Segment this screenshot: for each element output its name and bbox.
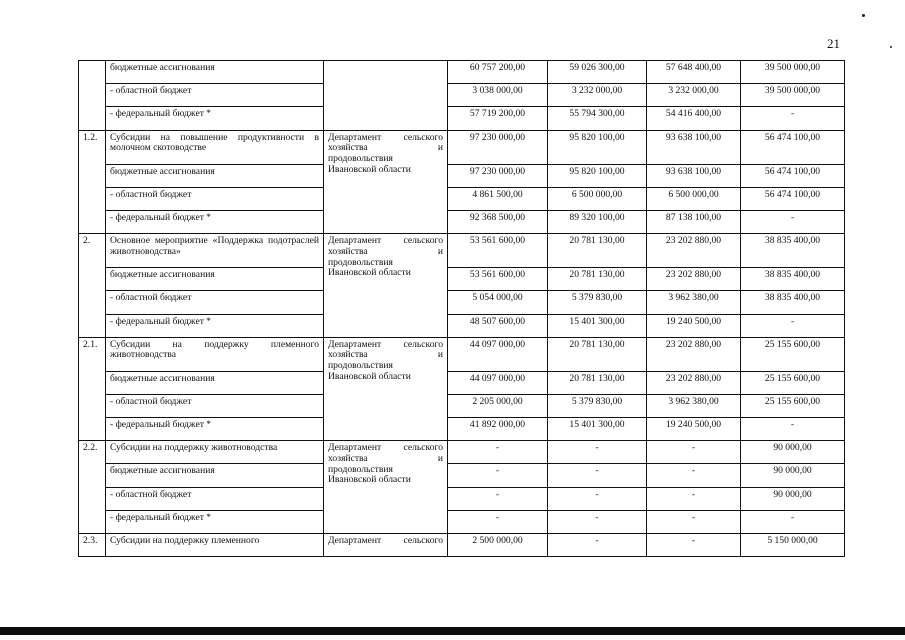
amount-cell-year-1: 97 230 000,00 (448, 164, 548, 187)
amount-cell-year-2: - (548, 464, 647, 487)
amount-cell-year-1: - (448, 464, 548, 487)
table-row (79, 371, 845, 394)
department-word: сельского (403, 235, 443, 247)
amount-cell-year-2: 55 794 300,00 (548, 107, 647, 130)
table-row (79, 210, 845, 233)
amount-cell-year-4: 39 500 000,00 (741, 84, 845, 107)
department-word: Департамент (328, 131, 382, 143)
amount-cell-year-3: 3 962 380,00 (647, 291, 741, 314)
amount-cell-year-4: 25 155 600,00 (741, 371, 845, 394)
item-name-cell: Субсидии на поддержку животноводства (106, 441, 324, 464)
amount-cell-year-3: 23 202 880,00 (647, 371, 741, 394)
amount-cell-year-2: 15 401 300,00 (548, 418, 647, 441)
amount-cell-year-1: 57 719 200,00 (448, 107, 548, 130)
table-row (79, 107, 845, 130)
amount-cell-year-1: - (448, 510, 548, 533)
item-name-cell: - федеральный бюджет * (106, 107, 324, 130)
amount-cell-year-3: - (647, 464, 741, 487)
department-word: и (437, 245, 443, 257)
amount-cell-year-2: 20 781 130,00 (548, 268, 647, 291)
amount-cell-year-2: 5 379 830,00 (548, 291, 647, 314)
item-index-cell: 1.2. (79, 130, 106, 234)
amount-cell-year-1: 60 757 200,00 (448, 61, 548, 84)
amount-cell-year-4: - (741, 418, 845, 441)
amount-cell-year-1: 53 561 600,00 (448, 234, 548, 268)
amount-cell-year-4: 90 000,00 (741, 441, 845, 464)
item-index-cell: 2.3. (79, 534, 106, 557)
item-name-cell: Основное мероприятие «Поддержка подотраслей животноводства» (106, 234, 324, 268)
amount-cell-year-4: 38 835 400,00 (741, 234, 845, 268)
amount-cell-year-4: - (741, 314, 845, 337)
item-name-cell: бюджетные ассигнования (106, 464, 324, 487)
amount-cell-year-2: - (548, 487, 647, 510)
amount-cell-year-4: 56 474 100,00 (741, 187, 845, 210)
department-line: Ивановской области (328, 370, 411, 382)
amount-cell-year-2: - (548, 441, 647, 464)
amount-cell-year-1: 2 205 000,00 (448, 394, 548, 417)
department-word: и (437, 452, 443, 464)
amount-cell-year-2: 95 820 100,00 (548, 164, 647, 187)
table-row (79, 164, 845, 187)
amount-cell-year-3: 54 416 400,00 (647, 107, 741, 130)
department-line: Ивановской области (328, 163, 411, 175)
item-name-cell: - областной бюджет (106, 291, 324, 314)
department-cell (324, 61, 448, 131)
department-line: Ивановской области (328, 474, 411, 486)
amount-cell-year-1: 5 054 000,00 (448, 291, 548, 314)
department-word: хозяйства (328, 245, 368, 257)
item-name-cell: - областной бюджет (106, 487, 324, 510)
amount-cell-year-2: 20 781 130,00 (548, 234, 647, 268)
amount-cell-year-4: 90 000,00 (741, 464, 845, 487)
table-row (79, 187, 845, 210)
amount-cell-year-3: 93 638 100,00 (647, 130, 741, 164)
page-number: 21 (827, 36, 840, 51)
amount-cell-year-4: 56 474 100,00 (741, 164, 845, 187)
item-name-cell: Субсидии на повышение продуктивности в молочном скотоводстве (106, 130, 324, 164)
amount-cell-year-3: 3 232 000,00 (647, 84, 741, 107)
table-row (79, 510, 845, 533)
amount-cell-year-1: 3 038 000,00 (448, 84, 548, 107)
amount-cell-year-4: 38 835 400,00 (741, 268, 845, 291)
department-word: хозяйства (328, 452, 368, 464)
budget-table (78, 60, 845, 557)
amount-cell-year-2: - (548, 510, 647, 533)
item-name-cell: - федеральный бюджет * (106, 314, 324, 337)
table-row (79, 337, 845, 371)
amount-cell-year-4: 56 474 100,00 (741, 130, 845, 164)
department-cell (324, 441, 448, 534)
department-line (328, 536, 443, 547)
amount-cell-year-3: 19 240 500,00 (647, 314, 741, 337)
item-name-cell: - федеральный бюджет * (106, 210, 324, 233)
department-word: Департамент (328, 338, 382, 350)
department-line: продовольствия (328, 153, 393, 165)
department-line: продовольствия (328, 463, 393, 475)
item-name-cell: - областной бюджет (106, 84, 324, 107)
item-index-cell: 2. (79, 234, 106, 338)
item-index-cell: 2.2. (79, 441, 106, 534)
department-line: продовольствия (328, 360, 393, 372)
amount-cell-year-2: 20 781 130,00 (548, 371, 647, 394)
amount-cell-year-3: 23 202 880,00 (647, 268, 741, 291)
amount-cell-year-3: 57 648 400,00 (647, 61, 741, 84)
amount-cell-year-1: 2 500 000,00 (448, 534, 548, 557)
amount-cell-year-2: 95 820 100,00 (548, 130, 647, 164)
table-row (79, 487, 845, 510)
department-word: сельского (403, 338, 443, 350)
item-name-cell: - областной бюджет (106, 394, 324, 417)
amount-cell-year-3: 23 202 880,00 (647, 234, 741, 268)
table-row (79, 84, 845, 107)
item-name-cell: - федеральный бюджет * (106, 418, 324, 441)
amount-cell-year-4: - (741, 107, 845, 130)
amount-cell-year-1: 44 097 000,00 (448, 371, 548, 394)
amount-cell-year-4: 5 150 000,00 (741, 534, 845, 557)
department-line (328, 247, 443, 258)
scan-speck (890, 46, 892, 48)
amount-cell-year-4: 90 000,00 (741, 487, 845, 510)
department-word: хозяйства (328, 349, 368, 361)
amount-cell-year-2: 3 232 000,00 (548, 84, 647, 107)
amount-cell-year-3: - (647, 487, 741, 510)
department-word: и (437, 142, 443, 154)
item-name-cell: - областной бюджет (106, 187, 324, 210)
amount-cell-year-2: 15 401 300,00 (548, 314, 647, 337)
amount-cell-year-1: 53 561 600,00 (448, 268, 548, 291)
amount-cell-year-3: 6 500 000,00 (647, 187, 741, 210)
item-name-cell: бюджетные ассигнования (106, 371, 324, 394)
table-row (79, 394, 845, 417)
item-name-cell: - федеральный бюджет * (106, 510, 324, 533)
amount-cell-year-1: 92 368 500,00 (448, 210, 548, 233)
table-row (79, 291, 845, 314)
amount-cell-year-3: - (647, 534, 741, 557)
item-name-cell: Субсидии на поддержку племенного животноводства (106, 337, 324, 371)
table-row (79, 464, 845, 487)
amount-cell-year-3: 87 138 100,00 (647, 210, 741, 233)
amount-cell-year-2: 89 320 100,00 (548, 210, 647, 233)
amount-cell-year-1: - (448, 441, 548, 464)
amount-cell-year-3: - (647, 441, 741, 464)
department-cell (324, 234, 448, 338)
table-row (79, 441, 845, 464)
department-word: и (437, 349, 443, 361)
amount-cell-year-3: 23 202 880,00 (647, 337, 741, 371)
department-word: сельского (403, 131, 443, 143)
scan-speck (862, 14, 865, 17)
amount-cell-year-1: - (448, 487, 548, 510)
amount-cell-year-4: 25 155 600,00 (741, 394, 845, 417)
table-row (79, 61, 845, 84)
amount-cell-year-2: 6 500 000,00 (548, 187, 647, 210)
department-line: Ивановской области (328, 267, 411, 279)
amount-cell-year-1: 4 861 500,00 (448, 187, 548, 210)
table-row (79, 418, 845, 441)
amount-cell-year-4: 39 500 000,00 (741, 61, 845, 84)
item-name-cell: бюджетные ассигнования (106, 164, 324, 187)
department-word: хозяйства (328, 142, 368, 154)
amount-cell-year-4: - (741, 510, 845, 533)
amount-cell-year-3: 3 962 380,00 (647, 394, 741, 417)
amount-cell-year-1: 41 892 000,00 (448, 418, 548, 441)
amount-cell-year-2: 59 026 300,00 (548, 61, 647, 84)
amount-cell-year-1: 44 097 000,00 (448, 337, 548, 371)
department-cell (324, 337, 448, 441)
amount-cell-year-3: - (647, 510, 741, 533)
scan-edge-bar (0, 627, 905, 635)
table-row (79, 130, 845, 164)
department-cell (324, 534, 448, 557)
department-word: сельского (403, 442, 443, 454)
amount-cell-year-4: - (741, 210, 845, 233)
department-word: сельского (403, 535, 443, 546)
department-word: Департамент (328, 442, 382, 454)
amount-cell-year-2: 5 379 830,00 (548, 394, 647, 417)
table-row (79, 234, 845, 268)
item-name-cell: бюджетные ассигнования (106, 61, 324, 84)
item-index-cell: 2.1. (79, 337, 106, 441)
table-row (79, 268, 845, 291)
department-word: Департамент (328, 535, 382, 546)
item-name-cell: Субсидии на поддержку племенного (106, 534, 324, 557)
department-line: продовольствия (328, 256, 393, 268)
amount-cell-year-2: 20 781 130,00 (548, 337, 647, 371)
amount-cell-year-3: 19 240 500,00 (647, 418, 741, 441)
item-index-cell (79, 61, 106, 131)
amount-cell-year-4: 25 155 600,00 (741, 337, 845, 371)
amount-cell-year-4: 38 835 400,00 (741, 291, 845, 314)
table-row (79, 314, 845, 337)
amount-cell-year-3: 93 638 100,00 (647, 164, 741, 187)
amount-cell-year-2: - (548, 534, 647, 557)
amount-cell-year-1: 48 507 600,00 (448, 314, 548, 337)
item-name-cell: бюджетные ассигнования (106, 268, 324, 291)
department-word: Департамент (328, 235, 382, 247)
amount-cell-year-1: 97 230 000,00 (448, 130, 548, 164)
department-cell (324, 130, 448, 234)
table-row (79, 534, 845, 557)
